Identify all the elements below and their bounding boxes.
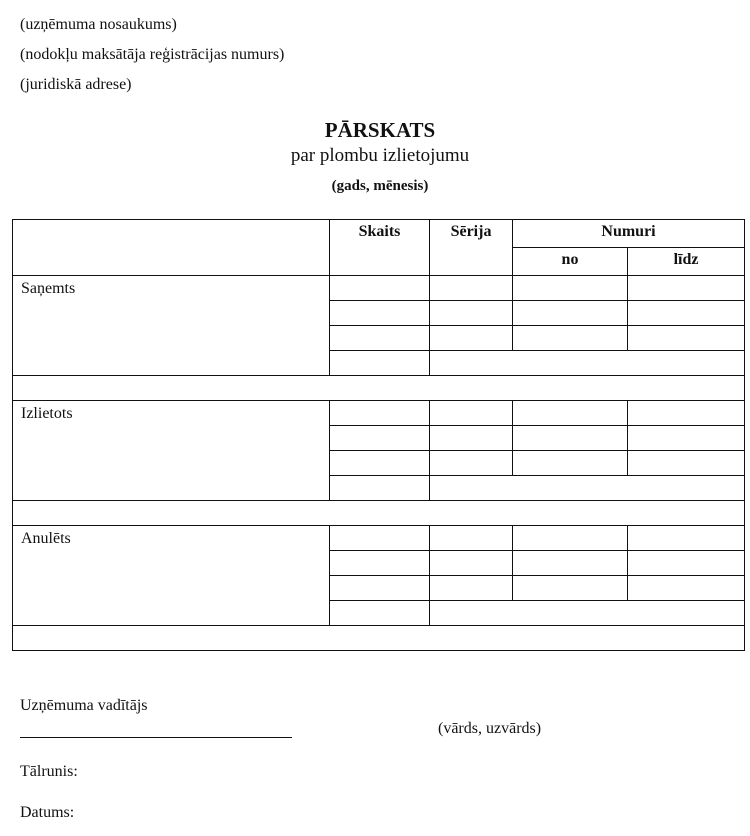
column-header-count: Skaits [330,220,430,276]
table-cell[interactable] [430,351,745,376]
table-row [13,276,745,301]
section-label-annulled: Anulēts [13,526,330,626]
column-header-numbers: Numuri [513,220,745,248]
separator-cell [13,626,745,651]
separator-row [13,501,745,526]
table-cell[interactable] [628,576,745,601]
section-label-used: Izlietots [13,401,330,501]
table-cell[interactable] [330,526,430,551]
report-subtitle: par plombu izlietojumu [290,145,470,166]
table-cell[interactable] [330,301,430,326]
table-cell[interactable] [330,276,430,301]
separator-row [13,376,745,401]
report-period: (gads, mēnesis) [331,178,429,194]
seal-usage-table [12,219,745,651]
table-cell[interactable] [513,301,628,326]
table-cell[interactable] [430,551,513,576]
table-cell[interactable] [513,451,628,476]
table-cell[interactable] [330,326,430,351]
table-cell[interactable] [430,401,513,426]
table-cell[interactable] [330,451,430,476]
table-cell[interactable] [628,326,745,351]
column-header-to: līdz [628,248,745,276]
table-cell[interactable] [330,551,430,576]
table-cell[interactable] [513,551,628,576]
table-cell[interactable] [330,426,430,451]
manager-label: Uzņēmuma vadītājs [20,697,148,714]
tax-number-label: (nodokļu maksātāja reģistrācijas numurs) [20,46,285,63]
table-row [13,401,745,426]
signature-line[interactable] [20,737,292,738]
date-label: Datums: [20,804,75,821]
phone-label: Tālrunis: [20,763,78,780]
separator-cell [13,376,745,401]
table-cell[interactable] [513,526,628,551]
table-cell[interactable] [628,401,745,426]
table-cell[interactable] [628,426,745,451]
column-header-from: no [513,248,628,276]
name-surname-label: (vārds, uzvārds) [438,720,542,737]
report-title: PĀRSKATS [324,118,436,142]
table-cell[interactable] [513,326,628,351]
table-cell[interactable] [430,301,513,326]
table-cell[interactable] [628,301,745,326]
header-blank-cell [13,220,330,276]
separator-row [13,626,745,651]
table-cell[interactable] [628,276,745,301]
section-label-received: Saņemts [13,276,330,376]
table-cell[interactable] [430,601,745,626]
table-cell[interactable] [330,576,430,601]
table-cell[interactable] [330,351,430,376]
table-cell[interactable] [330,476,430,501]
table-cell[interactable] [513,576,628,601]
table-cell[interactable] [430,276,513,301]
table-cell[interactable] [430,526,513,551]
table-cell[interactable] [513,426,628,451]
separator-cell [13,501,745,526]
column-header-series: Sērija [430,220,513,276]
table-header-row [13,220,745,248]
table-cell[interactable] [430,451,513,476]
table-cell[interactable] [430,476,745,501]
table-cell[interactable] [430,426,513,451]
table-cell[interactable] [628,551,745,576]
table-cell[interactable] [430,576,513,601]
company-name-label: (uzņēmuma nosaukums) [20,16,177,33]
table-cell[interactable] [513,276,628,301]
table-cell[interactable] [628,451,745,476]
table-cell[interactable] [330,601,430,626]
table-cell[interactable] [430,326,513,351]
legal-address-label: (juridiskā adrese) [20,76,132,93]
table-cell[interactable] [330,401,430,426]
table-cell[interactable] [513,401,628,426]
table-row [13,526,745,551]
table-cell[interactable] [628,526,745,551]
